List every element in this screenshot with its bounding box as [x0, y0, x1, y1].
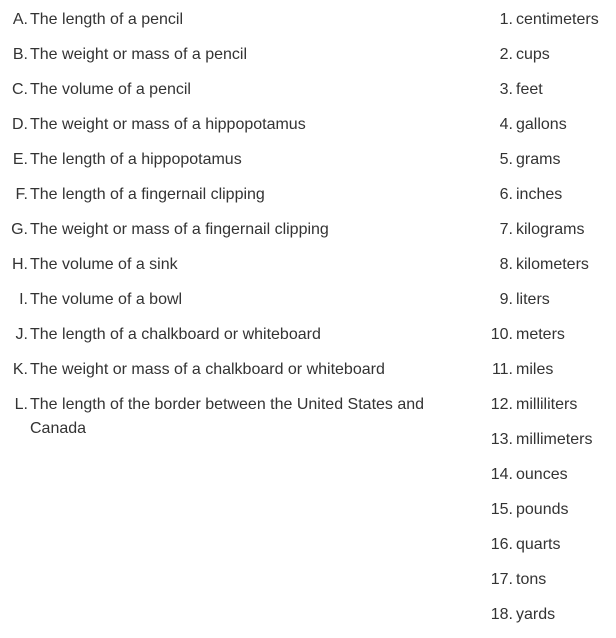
unit-item — [484, 568, 616, 592]
unit-item — [484, 498, 616, 522]
quantity-item — [0, 218, 460, 242]
unit-item — [484, 288, 616, 312]
list-marker: 7. — [499, 221, 513, 238]
unit-item — [484, 8, 616, 32]
list-text: The weight or mass of a chalkboard or whiteboard — [30, 361, 385, 378]
list-text: kilograms — [516, 221, 585, 238]
list-marker: 13. — [490, 431, 513, 448]
list-text: pounds — [516, 501, 569, 518]
list-marker: 10. — [490, 326, 513, 343]
list-text: The length of a hippopotamus — [30, 151, 242, 168]
list-text: quarts — [516, 536, 561, 553]
quantity-item — [0, 323, 460, 347]
unit-item — [484, 148, 616, 172]
quantity-item — [0, 183, 460, 207]
unit-item — [484, 358, 616, 382]
quantity-item — [0, 358, 460, 382]
list-marker: 17. — [490, 571, 513, 588]
list-marker: 4. — [499, 116, 513, 133]
unit-item — [484, 43, 616, 67]
list-marker: 6. — [499, 186, 513, 203]
list-marker: D. — [12, 116, 28, 133]
quantity-item — [0, 43, 460, 67]
list-marker: 2. — [499, 46, 513, 63]
list-text: tons — [516, 571, 547, 588]
list-text: The weight or mass of a pencil — [30, 46, 247, 63]
list-text: The weight or mass of a fingernail clipping — [30, 221, 329, 238]
list-marker: 16. — [490, 536, 513, 553]
list-marker: H. — [12, 256, 28, 273]
list-marker: K. — [12, 361, 28, 378]
list-marker: 5. — [499, 151, 513, 168]
list-text: feet — [516, 81, 543, 98]
list-marker: C. — [12, 81, 28, 98]
list-text: meters — [516, 326, 565, 343]
list-marker: 9. — [499, 291, 513, 308]
list-text: gallons — [516, 116, 567, 133]
list-marker: 3. — [499, 81, 513, 98]
quantity-item — [0, 393, 460, 441]
quantity-item — [0, 148, 460, 172]
list-marker: L. — [14, 396, 28, 413]
list-text: liters — [516, 291, 550, 308]
list-marker: 11. — [491, 361, 513, 378]
list-text: The weight or mass of a hippopotamus — [30, 116, 306, 133]
quantity-item — [0, 78, 460, 102]
list-marker: J. — [15, 326, 28, 343]
unit-item — [484, 428, 616, 452]
list-marker: 15. — [490, 501, 513, 518]
list-text: The length of a chalkboard or whiteboard — [30, 326, 321, 343]
list-marker: 18. — [490, 606, 513, 623]
list-text: miles — [516, 361, 554, 378]
list-text: The length of the border between the United States and Canada — [30, 396, 425, 437]
list-text: The volume of a bowl — [30, 291, 183, 308]
list-marker: F. — [15, 186, 28, 203]
quantity-item — [0, 113, 460, 137]
unit-item — [484, 323, 616, 347]
unit-item — [484, 78, 616, 102]
list-text: ounces — [516, 466, 568, 483]
list-text: yards — [516, 606, 556, 623]
unit-item — [484, 218, 616, 242]
list-marker: I. — [19, 291, 28, 308]
list-text: The length of a pencil — [30, 11, 183, 28]
list-text: millimeters — [516, 431, 593, 448]
units-list — [484, 8, 616, 638]
list-marker: 8. — [499, 256, 513, 273]
unit-item — [484, 113, 616, 137]
quantity-item — [0, 288, 460, 312]
list-text: cups — [516, 46, 550, 63]
list-text: grams — [516, 151, 561, 168]
unit-item — [484, 603, 616, 627]
list-marker: 1. — [499, 11, 513, 28]
quantity-item — [0, 8, 460, 32]
unit-item — [484, 463, 616, 487]
list-text: milliliters — [516, 396, 578, 413]
unit-item — [484, 183, 616, 207]
quantity-item — [0, 253, 460, 277]
list-text: inches — [516, 186, 563, 203]
list-text: The volume of a pencil — [30, 81, 191, 98]
list-text: The length of a fingernail clipping — [30, 186, 265, 203]
list-marker: 14. — [490, 466, 513, 483]
quantities-list — [0, 8, 460, 452]
list-text: kilometers — [516, 256, 589, 273]
list-marker: G. — [11, 221, 28, 238]
list-text: The volume of a sink — [30, 256, 178, 273]
unit-item — [484, 533, 616, 557]
list-marker: E. — [12, 151, 28, 168]
unit-item — [484, 253, 616, 277]
list-marker: A. — [12, 11, 28, 28]
list-text: centimeters — [516, 11, 599, 28]
list-marker: 12. — [490, 396, 513, 413]
list-marker: B. — [12, 46, 28, 63]
unit-item — [484, 393, 616, 417]
